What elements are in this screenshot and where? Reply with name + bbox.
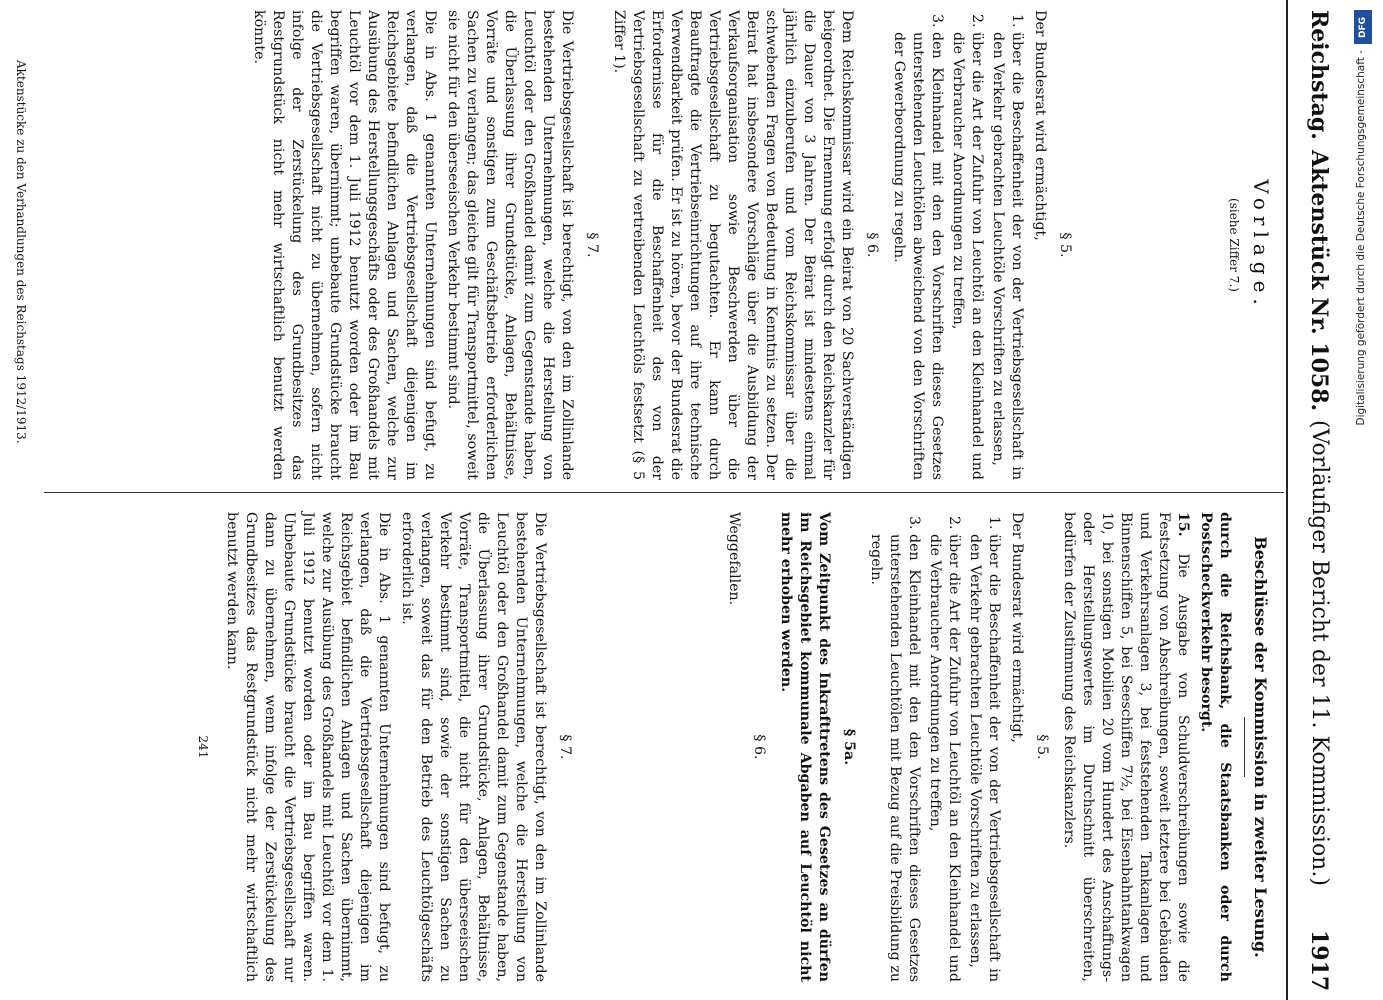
list-item: 1. über die Beschaffenheit der von der Vertriebsgesellschaft in den Verkehr gebrachten Leuchtöle Vorschriften zu erlassen, bbox=[965, 534, 1003, 982]
page-number: 241 bbox=[196, 735, 210, 759]
list-item: 2. über die Art der Zufuhr von Leuchtöl an den Kleinhandel und die Verbraucher Anordnungen zu treffen, bbox=[925, 534, 963, 982]
column-divider bbox=[44, 492, 1284, 493]
left-s7-p1: Die Vertriebsgesellschaft ist berechtigt, von den im Zollinlande bestehenden Unternehmungen, welche die Herstellung von Leuchtöl oder den Großhandel damit zum Gegenstande haben, die Überlassung ihrer Grundstücke, Anlagen, Behältnisse, Vorräte und sonstigen zum Geschäftsbetrieb erforderlichen Sachen zu verlangen; das gleiche gilt für Transportmittel, soweit sie nicht für den überseeischen Verkehr bestimmt sind. bbox=[445, 10, 575, 480]
left-note: (siehe Ziffer 7.) bbox=[1227, 198, 1241, 292]
right-continuation: durch die Reichsbank, die Staatsbanken oder durch Postscheckverkehr besorgt. bbox=[1198, 512, 1233, 982]
right-column bbox=[187, 512, 1278, 982]
dfg-logo: DFG bbox=[1354, 10, 1372, 44]
right-s5a-title: § 5a. bbox=[841, 728, 857, 766]
list-item: 3. den Kleinhandel mit den den Vorschriften dieses Gesetzes unterstehenden Leuchtölen abweichend von den Vorschriften der Gewerbeordnung zu regeln. bbox=[889, 32, 946, 480]
left-footer: Aktenstücke zu den Verhandlungen des Reichstags 1912/1913. bbox=[14, 60, 28, 444]
item-text: Die Ausgabe von Schuldverschreibungen sowie die Festsetzung von Abschreibungen, soweit letztere bei Gebäuden und Verkehrsanlagen 3, bei feststehenden Tankanlagen und Binnenschiffen 5, bei Seeschiffen 7½, bei Eisenbahntankwagen 10, bei sonstigen Mobilien 20 vom Hundert des Anschaffungs- oder Herstellungswertes im Durchschnitt überschreiten, bedürfen der Zustimmung des Reichskanzlers. bbox=[1061, 512, 1191, 982]
left-column bbox=[245, 10, 1278, 480]
right-s5-list bbox=[866, 512, 1003, 982]
digitization-credit bbox=[1353, 10, 1375, 990]
header-subtitle: (Vorläufiger Bericht der 11. Kommission.) bbox=[1307, 420, 1332, 886]
list-item: 2. über die Art der Zufuhr von Leuchtöl an den Kleinhandel und die Verbraucher Anordnungen zu treffen, bbox=[948, 32, 986, 480]
left-s6-text: Dem Reichskommissar wird ein Beirat von 20 Sachverständigen beigeordnet. Die Ernennung erfolgt durch den Reichskanzler für die Dauer von 3 Jahren. Der Beirat ist mindestens einmal jährlich einzuberufen und vom Reichskommissar über die schwebenden Fragen von Bedeutung in Kenntnis zu setzen. Der Beirat hat insbesondere Vorschläge über die Ausbildung der Verkaufsorganisation sowie Beschwerden über die Vertriebsgesellschaft zu begutachten. Er kann durch Beauftragte die Vertriebseinrichtungen auf ihre technische Verwendbarkeit prüfen. Er ist zu hören, bevor der Bundesrat die Erfordernisse für die Beschaffenheit des von der Vertriebsgesellschaft zu vertreibenden Leuchtöls festsetzt (§ 5 Ziffer 1). bbox=[611, 10, 855, 480]
left-s7-p2: Die in Abs. 1 genannten Unternehmungen sind befugt, zu verlangen, daß die Vertriebsgesellschaft diejenigen im Reichsgebiete befindlichen Anlagen und Sachen, welche zur Ausübung des Herstellungsgeschäfts oder des Großhandels mit Leuchtöl vor dem 1. Juli 1912 benutzt worden oder im Bau begriffen waren, übernimmt; unbebaute Grundstücke braucht die Vertriebsgesellschaft nicht zu übernehmen, sofern nicht infolge der Zerstückelung des Grundbesitzes das Restgrundstück nicht mehr wirtschaftlich benutzt werden könnte. bbox=[251, 10, 438, 480]
right-heading: Beschlüsse der Kommission in zweiter Lesung. bbox=[1251, 536, 1270, 958]
left-s5-title: § 5. bbox=[1057, 232, 1073, 258]
right-s7-p1: Die Vertriebsgesellschaft ist berechtigt, von den im Zollinlande bestehenden Unternehmungen, welche die Herstellung von Leuchtöl oder den Großhandel damit zum Gegenstande haben, die Überlassung ihrer Grundstücke, Anlagen, Behältnisse, Vorräte, Transportmittel, die nicht für den überseeischen Verkehr bestimmt sind, sowie der sonstigen Sachen zu verlangen, soweit das für den Betrieb des Leuchtölgeschäfts erforderlich ist. bbox=[399, 512, 548, 982]
left-heading: Vorlage. bbox=[1249, 179, 1273, 311]
right-item-15 bbox=[1059, 512, 1192, 982]
left-s7-title: § 7. bbox=[584, 232, 600, 258]
right-s5a-text: Vom Zeitpunkt des Inkrafttretens des Gesetzes an dürfen im Reichsgebiet kommunale Abgaben auf Leuchtöl nicht mehr erhoben werden. bbox=[778, 512, 832, 982]
list-item: 1. über die Beschaffenheit der von der Vertriebsgesellschaft in den Verkehr gebrachten Leuchtöle Vorschriften zu erlassen, bbox=[988, 32, 1026, 480]
right-s7-title: § 7. bbox=[557, 734, 573, 760]
left-s5-intro: Der Bundesrat wird ermächtigt, bbox=[1032, 10, 1048, 241]
header-doc-number: Aktenstück Nr. 1058. bbox=[1306, 150, 1332, 412]
item-number: 15. bbox=[1175, 512, 1191, 537]
page-header bbox=[1288, 0, 1332, 1000]
heading-rule bbox=[1244, 717, 1245, 777]
header-left: Reichstag. bbox=[1306, 10, 1332, 140]
right-s6-text: Weggefallen. bbox=[726, 512, 742, 606]
left-s5-list bbox=[889, 10, 1026, 480]
right-s5-intro: Der Bundesrat wird ermächtigt, bbox=[1009, 512, 1025, 743]
right-s5-title: § 5. bbox=[1034, 734, 1050, 760]
left-s6-title: § 6. bbox=[864, 232, 880, 258]
header-rule bbox=[1286, 0, 1288, 1000]
list-item: 3. den Kleinhandel mit den den Vorschriften dieses Gesetzes unterstehenden Leuchtölen mit Bezug auf die Preisbildung zu regeln. bbox=[866, 534, 923, 982]
right-s7-p2: Die in Abs. 1 genannten Unternehmungen sind befugt, zu verlangen, daß die Vertriebsgesellschaft diejenigen im Reichsgebiet befindlichen Anlagen und Sachen übernimmt, welche zur Ausübung des Großhandels mit Leuchtöl vor dem 1. Juli 1912 benutzt worden oder im Bau begriffen waren. Unbebaute Grundstücke braucht die Vertriebsgesellschaft nur dann zu übernehmen, wenn infolge der Zerstückelung des Grundbesitzes das Restgrundstück nicht mehr wirtschaftlich benutzt werden kann. bbox=[224, 512, 392, 982]
credit-text: Digitalisierung gefördert durch die Deutsche Forschungsgemeinschaft - bbox=[1355, 50, 1367, 426]
header-year: 1917 bbox=[1306, 930, 1332, 992]
right-s6-title: § 6. bbox=[751, 734, 767, 760]
